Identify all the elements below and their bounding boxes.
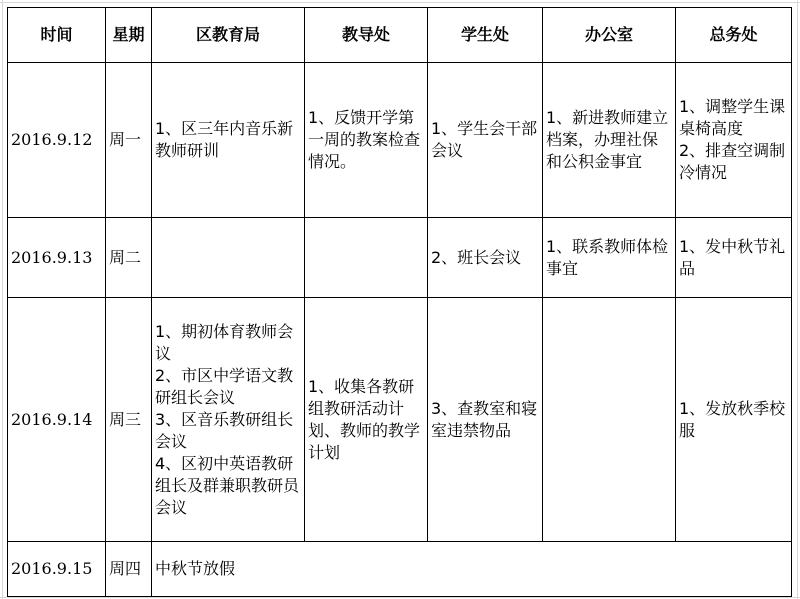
- student-office-cell[interactable]: [428, 218, 543, 298]
- header-cell-academic-office[interactable]: 教导处: [305, 8, 428, 63]
- cell-line: 1、区三年内音乐新教师研训: [155, 119, 294, 160]
- cell-line: 3、区音乐教研组长会议: [155, 409, 294, 451]
- grid-line: [797, 0, 798, 599]
- date-cell[interactable]: 2016.9.14: [8, 298, 106, 542]
- header-cell-district-bureau[interactable]: 区教育局: [152, 8, 305, 63]
- weekday-cell[interactable]: 周三: [106, 298, 152, 542]
- admin-office-cell[interactable]: [543, 63, 676, 218]
- cell-line: 1、发放秋季校服: [679, 398, 786, 440]
- date-cell[interactable]: 2016.9.15: [8, 542, 106, 597]
- table-row: [8, 218, 792, 298]
- district-bureau-cell[interactable]: [152, 218, 305, 298]
- grid-line: [2, 0, 3, 599]
- academic-office-cell[interactable]: [305, 63, 428, 218]
- header-cell-time[interactable]: 时间: [8, 8, 106, 63]
- date-cell[interactable]: 2016.9.13: [8, 218, 106, 298]
- student-office-cell[interactable]: [428, 298, 543, 542]
- cell-line: 2、班长会议: [431, 247, 522, 267]
- general-affairs-cell[interactable]: [676, 63, 792, 218]
- admin-office-cell[interactable]: [543, 298, 676, 542]
- cell-line: 1、期初体育教师会议: [155, 321, 294, 363]
- cell-line: 3、查教室和寝室违禁物品: [431, 398, 538, 440]
- table-row: [8, 542, 792, 597]
- academic-office-cell[interactable]: [305, 298, 428, 542]
- student-office-cell[interactable]: [428, 63, 543, 218]
- district-bureau-cell[interactable]: [152, 298, 305, 542]
- holiday-cell[interactable]: 中秋节放假: [152, 542, 792, 597]
- cell-line: 1、反馈开学第一周的教案检查情况。: [308, 108, 421, 171]
- cell-line: 4、区初中英语教研组长及群兼职教研员会议: [155, 453, 300, 517]
- cell-line: 1、联系教师体检事宜: [546, 236, 669, 278]
- cell-line: 1、调整学生课桌椅高度: [679, 97, 786, 138]
- weekday-cell[interactable]: 周二: [106, 218, 152, 298]
- cell-line: 2、市区中学语文教研组长会议: [155, 365, 294, 407]
- weekly-schedule-table: [7, 7, 792, 597]
- cell-line: 1、收集各教研组教研活动计划、教师的教学计划: [308, 376, 421, 462]
- weekday-cell[interactable]: 周一: [106, 63, 152, 218]
- cell-line: 1、新进教师建立档案，办理社保和公积金事宜: [546, 108, 669, 171]
- cell-line: 1、发中秋节礼品: [679, 236, 786, 278]
- admin-office-cell[interactable]: [543, 218, 676, 298]
- table-row: [8, 63, 792, 218]
- weekday-cell[interactable]: 周四: [106, 542, 152, 597]
- general-affairs-cell[interactable]: [676, 298, 792, 542]
- district-bureau-cell[interactable]: [152, 63, 305, 218]
- header-cell-weekday[interactable]: 星期: [106, 8, 152, 63]
- academic-office-cell[interactable]: [305, 218, 428, 298]
- date-cell[interactable]: 2016.9.12: [8, 63, 106, 218]
- grid-line: [0, 597, 800, 598]
- header-cell-student-office[interactable]: 学生处: [428, 8, 543, 63]
- table-row: [8, 298, 792, 542]
- header-cell-admin-office[interactable]: 办公室: [543, 8, 676, 63]
- general-affairs-cell[interactable]: [676, 218, 792, 298]
- cell-line: 1、学生会干部会议: [431, 119, 538, 160]
- header-row: [8, 8, 792, 63]
- cell-line: 2、排查空调制冷情况: [679, 141, 786, 182]
- grid-line: [0, 2, 800, 3]
- header-cell-general-affairs[interactable]: 总务处: [676, 8, 792, 63]
